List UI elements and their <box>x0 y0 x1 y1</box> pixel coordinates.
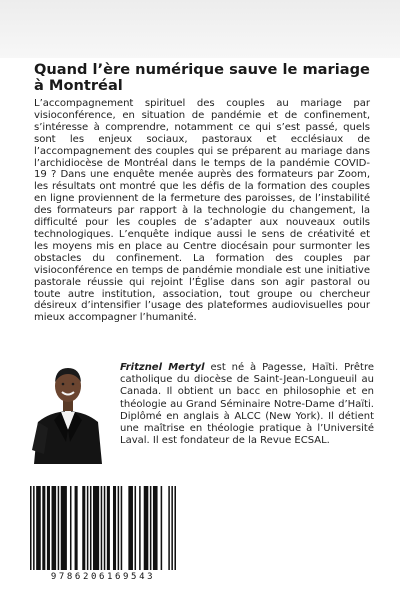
barcode-bar <box>42 486 45 570</box>
barcode-bar <box>139 486 141 570</box>
barcode-bar <box>121 486 123 570</box>
barcode-bar <box>90 486 92 570</box>
author-bio-text: est né à Pagesse, Haïti. Prêtre catholique du diocèse de Saint-Jean-Longueuil au Canada. Il obtient un bacc en philosophie et en théologie au Grand Séminaire Notre-Dame d’Haïti. Diplômé en anglais à ALCC (New York). Il détient une maîtrise en théologie pratique à l’Université Laval. Il est fondateur de la Revue ECSAL. <box>120 362 374 447</box>
barcode-bar <box>33 486 35 570</box>
barcode-bar <box>113 486 116 570</box>
barcode-bar <box>153 486 158 570</box>
book-summary: L’accompagnement spirituel des couples au mariage par visioconférence, en situation de pandémie et de confinement, s’intéresse à comprendre, notamment ce qui s’est passé, quels sont les enjeux sociaux, pastoraux et ecclésiaux de l’accompagnement des couples qui se préparent au mariage dans l’archidiocèse de Montréal dans le temps de la pandémie COVID-19 ? Dans une enquête menée auprès des formateurs par Zoom, les résultats ont montré que les défis de la formation des couples en ligne proviennent de la fermeture des paroisses, de l’instabilité des formateurs par rapport à la technologie du changement, la difficulté pour les couples de s’adapter aux nouveaux outils technologiques. L’enquête indique aussi le sens de créativité et les moyens mis en place au Centre diocésain pour surmonter les obstacles du confinement. La formation des couples par visioconférence en temps de pandémie mondiale est une initiative pastorale réussie qui rejoint l’Église dans son agir pastoral ou toute autre institution, association, tout groupe ou chercheur désireux d’intensifier l’usage des plateformes audiovisuelles pour mieux accompagner l’humanité. <box>34 98 370 324</box>
barcode-bar <box>118 486 120 570</box>
barcode-bar <box>104 486 106 570</box>
barcode-bar <box>52 486 57 570</box>
barcode-bar <box>61 486 67 570</box>
barcode-bar <box>75 486 78 570</box>
barcode-bar <box>161 486 163 570</box>
author-photo <box>28 356 108 464</box>
barcode-bar <box>171 486 173 570</box>
top-band <box>0 0 400 58</box>
barcode-bar <box>30 486 32 570</box>
barcode-bar <box>58 486 60 570</box>
barcode-bar <box>174 486 176 570</box>
barcode-bar <box>128 486 133 570</box>
barcode-bar <box>150 486 152 570</box>
barcode-bars <box>28 486 178 570</box>
author-bio <box>120 362 374 447</box>
barcode-bar <box>47 486 50 570</box>
isbn-digits: 9786206169543 <box>50 572 156 582</box>
book-title: Quand l’ère numérique sauve le mariage à Montréal <box>34 61 370 94</box>
barcode-bar <box>36 486 41 570</box>
barcode-bar <box>168 486 170 570</box>
barcode-bar <box>87 486 89 570</box>
barcode-bar <box>135 486 137 570</box>
author-name: Fritznel Mertyl <box>120 362 205 373</box>
barcode-bar <box>93 486 99 570</box>
barcode-bar <box>107 486 110 570</box>
isbn-barcode <box>28 486 178 586</box>
barcode-bar <box>101 486 103 570</box>
barcode-bar <box>144 486 149 570</box>
barcode-bar <box>82 486 85 570</box>
barcode-bar <box>70 486 72 570</box>
